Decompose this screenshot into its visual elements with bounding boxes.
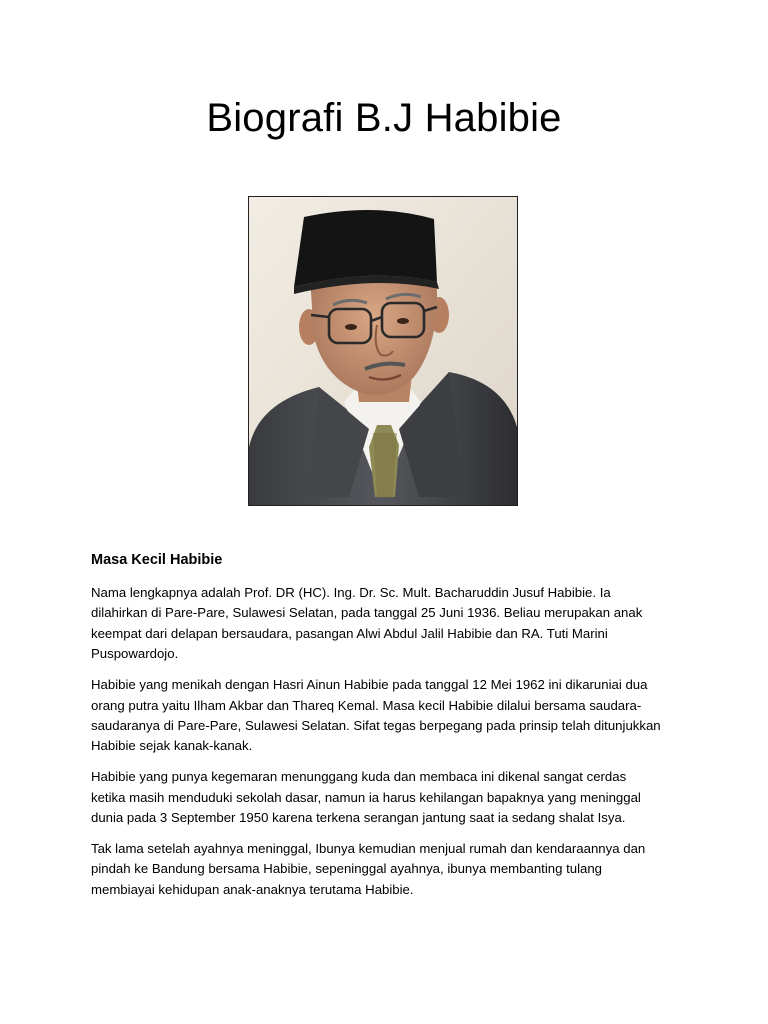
page-title: Biografi B.J Habibie	[206, 96, 562, 140]
text-line: membiayai kehidupan anak-anaknya terutama Habibie.	[91, 881, 414, 897]
paragraph-2	[91, 675, 691, 757]
paragraph-3	[91, 767, 691, 828]
paragraph-4	[91, 839, 691, 900]
text-line: Habibie yang punya kegemaran menunggang kuda dan membaca ini dikenal sangat cerdas	[91, 769, 627, 785]
text-line: Habibie yang menikah dengan Hasri Ainun Habibie pada tanggal 12 Mei 1962 ini dikaruniai dua	[91, 677, 648, 693]
text-line: orang putra yaitu Ilham Akbar dan Thareq Kemal. Masa kecil Habibie dilalui bersama saudara-	[91, 697, 642, 713]
text-line: ketika masih menduduki sekolah dasar, namun ia harus kehilangan bapaknya yang meninggal	[91, 789, 641, 805]
text-line: dunia pada 3 September 1950 karena terkena serangan jantung saat ia sedang shalat Isya.	[91, 810, 626, 826]
portrait-illustration	[249, 197, 517, 505]
text-line: Habibie sejak kanak-kanak.	[91, 738, 253, 754]
portrait-photo	[248, 196, 518, 506]
text-line: keempat dari delapan bersaudara, pasangan Alwi Abdul Jalil Habibie dan RA. Tuti Marini	[91, 625, 608, 641]
text-line: dilahirkan di Pare-Pare, Sulawesi Selatan, pada tanggal 25 Juni 1936. Beliau merupakan anak	[91, 605, 643, 621]
text-line: Tak lama setelah ayahnya meninggal, Ibunya kemudian menjual rumah dan kendaraannya dan	[91, 840, 646, 856]
text-line: Nama lengkapnya adalah Prof. DR (HC). Ing. Dr. Sc. Mult. Bacharuddin Jusuf Habibie. Ia	[91, 585, 611, 600]
text-line: Puspowardojo.	[91, 646, 179, 662]
section-heading: Masa Kecil Habibie	[91, 552, 223, 568]
biography-content	[91, 550, 691, 911]
text-line: pindah ke Bandung bersama Habibie, sepeninggal ayahnya, ibunya membanting tulang	[91, 861, 603, 877]
paragraph-1	[91, 583, 691, 665]
text-line: saudaranya di Pare-Pare, Sulawesi Selatan. Sifat tegas berpegang pada prinsip telah ditunjukkan	[91, 717, 661, 733]
